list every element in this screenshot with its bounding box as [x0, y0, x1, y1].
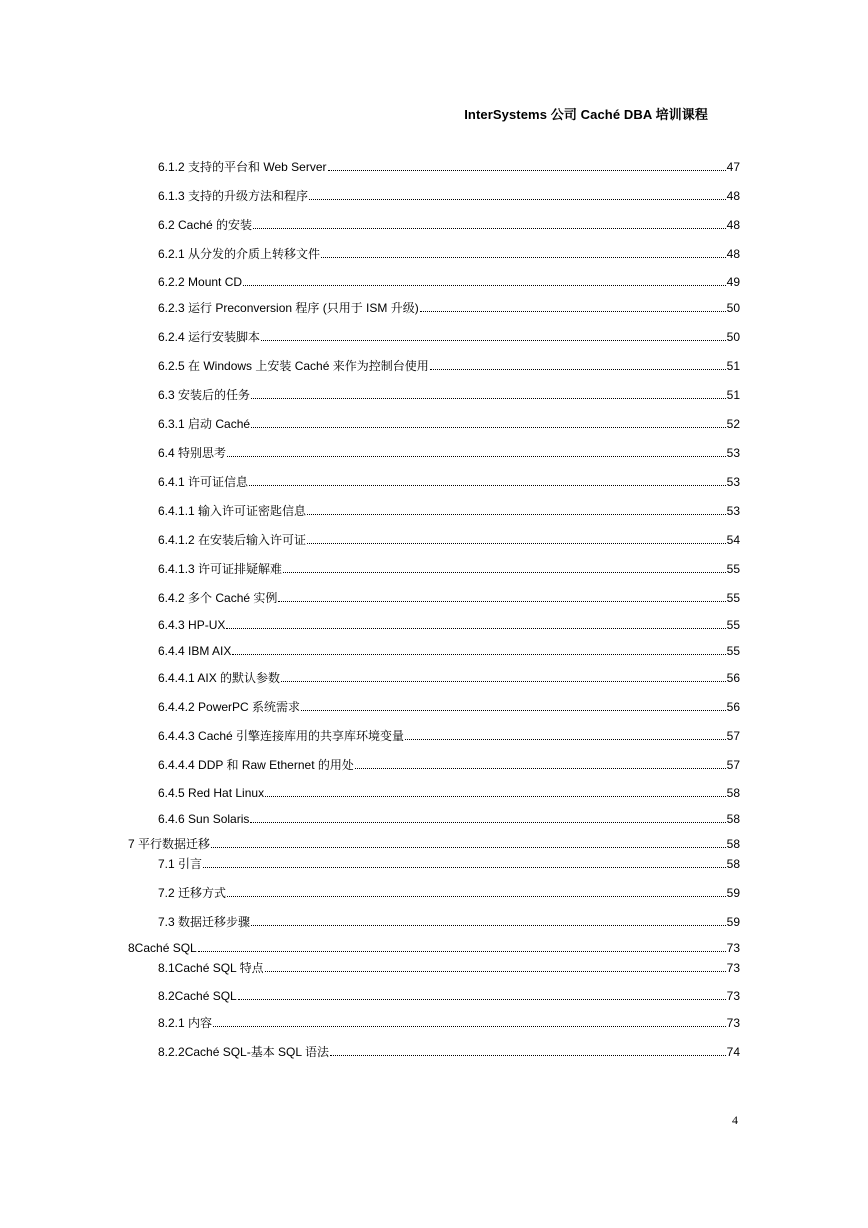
dot-leader: [420, 311, 726, 312]
toc-entry[interactable]: [158, 297, 740, 315]
toc-entry-page: 48: [726, 189, 740, 203]
toc-entry-page: 55: [726, 644, 740, 658]
toc-entry-page: 57: [726, 729, 740, 743]
toc-entry-page: 73: [726, 989, 740, 1003]
toc-entry-page: 58: [726, 786, 740, 800]
toc-entry[interactable]: [158, 725, 740, 743]
toc-entry-page: 58: [726, 812, 740, 826]
toc-entry-page: 73: [726, 961, 740, 975]
toc-entry-label: 6.1.2 支持的平台和 Web Server: [158, 160, 327, 174]
toc-entry-label: 6.4.5 Red Hat Linux: [158, 786, 265, 800]
dot-leader: [330, 1055, 726, 1056]
page-header-title: InterSystems 公司 Caché DBA 培训课程: [464, 107, 708, 122]
dot-leader: [226, 628, 725, 629]
toc-entry-label: 6.4.1.1 输入许可证密匙信息: [158, 504, 307, 518]
dot-leader: [307, 514, 726, 515]
toc-entry-label: 7 平行数据迁移: [128, 837, 211, 851]
toc-entry[interactable]: [158, 985, 740, 1003]
dot-leader: [309, 199, 726, 200]
toc-entry-label: 6.4.2 多个 Caché 实例: [158, 591, 278, 605]
toc-entry-page: 74: [726, 1045, 740, 1059]
toc-entry[interactable]: [158, 529, 740, 547]
toc-entry-page: 53: [726, 446, 740, 460]
toc-entry[interactable]: [158, 471, 740, 489]
toc-entry-page: 58: [726, 837, 740, 851]
toc-entry[interactable]: [158, 882, 740, 900]
toc-entry-label: 6.4.3 HP-UX: [158, 618, 226, 632]
dot-leader: [198, 951, 726, 952]
dot-leader: [251, 925, 726, 926]
toc-entry-label: 8.1Caché SQL 特点: [158, 961, 264, 975]
dot-leader: [307, 543, 726, 544]
toc-entry-page: 55: [726, 618, 740, 632]
toc-entry-label: 6.4.1.3 许可证排疑解难: [158, 562, 283, 576]
dot-leader: [265, 971, 726, 972]
dot-leader: [251, 398, 726, 399]
toc-entry[interactable]: [158, 558, 740, 576]
toc-entry-page: 49: [726, 275, 740, 289]
toc-entry-label: 6.3 安装后的任务: [158, 388, 251, 402]
toc-entry[interactable]: [158, 1041, 740, 1059]
toc-entry-label: 6.4.1 许可证信息: [158, 475, 249, 489]
toc-entry[interactable]: [158, 614, 740, 632]
toc-entry-page: 53: [726, 475, 740, 489]
toc-entry[interactable]: [158, 355, 740, 373]
toc-entry-page: 54: [726, 533, 740, 547]
dot-leader: [238, 999, 726, 1000]
toc-entry-label: 8.2.2Caché SQL-基本 SQL 语法: [158, 1045, 329, 1059]
dot-leader: [328, 170, 726, 171]
toc-entry-page: 48: [726, 218, 740, 232]
toc-entry-label: 8Caché SQL: [128, 941, 197, 955]
page-number: 4: [732, 1113, 738, 1127]
toc-entry[interactable]: [158, 243, 740, 261]
dot-leader: [249, 485, 726, 486]
dot-leader: [405, 739, 726, 740]
dot-leader: [250, 822, 725, 823]
toc-entry-label: 6.2 Caché 的安装: [158, 218, 253, 232]
toc-entry-label: 6.4.4 IBM AIX: [158, 644, 232, 658]
toc-entry[interactable]: [158, 1012, 740, 1030]
toc-entry[interactable]: [158, 911, 740, 929]
toc-entry-page: 47: [726, 160, 740, 174]
toc-entry[interactable]: [158, 185, 740, 203]
toc-entry[interactable]: [158, 500, 740, 518]
dot-leader: [281, 681, 726, 682]
toc-entry[interactable]: [158, 384, 740, 402]
toc-entry-page: 55: [726, 591, 740, 605]
toc-entry-page: 53: [726, 504, 740, 518]
toc-entry[interactable]: [128, 833, 740, 851]
toc-entry-label: 6.4.6 Sun Solaris: [158, 812, 250, 826]
toc-entry[interactable]: [158, 271, 740, 289]
dot-leader: [251, 427, 726, 428]
dot-leader: [253, 228, 726, 229]
toc-entry[interactable]: [158, 326, 740, 344]
dot-leader: [283, 572, 726, 573]
toc-entry-label: 6.2.2 Mount CD: [158, 275, 243, 289]
dot-leader: [278, 601, 725, 602]
toc-entry[interactable]: [158, 214, 740, 232]
dot-leader: [301, 710, 726, 711]
dot-leader: [232, 654, 725, 655]
dot-leader: [213, 1026, 726, 1027]
toc-entry-page: 56: [726, 671, 740, 685]
toc-entry-page: 50: [726, 301, 740, 315]
toc-entry-label: 8.2Caché SQL: [158, 989, 237, 1003]
toc-entry[interactable]: [158, 587, 740, 605]
toc-entry-label: 7.2 迁移方式: [158, 886, 227, 900]
toc-entry[interactable]: [128, 937, 740, 955]
toc-entry[interactable]: [158, 156, 740, 174]
toc-entry[interactable]: [158, 413, 740, 431]
toc-entry-label: 6.4.4.3 Caché 引擎连接库用的共享库环境变量: [158, 729, 405, 743]
dot-leader: [227, 456, 726, 457]
toc-entry-page: 51: [726, 359, 740, 373]
dot-leader: [211, 847, 726, 848]
toc-entry[interactable]: [158, 640, 740, 658]
toc-entry-label: 6.3.1 启动 Caché: [158, 417, 251, 431]
dot-leader: [227, 896, 726, 897]
dot-leader: [243, 285, 726, 286]
toc-entry-page: 73: [726, 941, 740, 955]
toc-entry[interactable]: [158, 782, 740, 800]
dot-leader: [321, 257, 726, 258]
toc-entry-page: 59: [726, 915, 740, 929]
toc-entry-label: 6.2.4 运行安装脚本: [158, 330, 261, 344]
dot-leader: [355, 768, 726, 769]
toc-entry-label: 7.3 数据迁移步骤: [158, 915, 251, 929]
toc-entry-page: 52: [726, 417, 740, 431]
dot-leader: [430, 369, 726, 370]
toc-entry-page: 56: [726, 700, 740, 714]
toc-entry[interactable]: [158, 957, 740, 975]
toc-entry[interactable]: [158, 754, 740, 772]
toc-entry-label: 6.2.5 在 Windows 上安装 Caché 来作为控制台使用: [158, 359, 429, 373]
toc-entry[interactable]: [158, 442, 740, 460]
toc-entry-label: 6.4.1.2 在安装后输入许可证: [158, 533, 307, 547]
toc-entry-page: 73: [726, 1016, 740, 1030]
toc-entry-label: 8.2.1 内容: [158, 1016, 213, 1030]
toc-entry-label: 6.4.4.1 AIX 的默认参数: [158, 671, 281, 685]
toc-entry-page: 51: [726, 388, 740, 402]
toc-entry-label: 6.4 特别思考: [158, 446, 227, 460]
dot-leader: [203, 867, 726, 868]
toc-entry-page: 48: [726, 247, 740, 261]
toc-entry[interactable]: [158, 696, 740, 714]
toc-entry-label: 6.1.3 支持的升级方法和程序: [158, 189, 309, 203]
toc-entry-page: 59: [726, 886, 740, 900]
toc-entry-page: 57: [726, 758, 740, 772]
toc-entry-label: 6.2.3 运行 Preconversion 程序 (只用于 ISM 升级): [158, 301, 419, 315]
toc-entry-label: 6.4.4.2 PowerPC 系统需求: [158, 700, 301, 714]
toc-entry-page: 55: [726, 562, 740, 576]
toc-entry-page: 58: [726, 857, 740, 871]
toc-entry-label: 6.2.1 从分发的介质上转移文件: [158, 247, 321, 261]
toc-entry[interactable]: [158, 808, 740, 826]
toc-entry-label: 6.4.4.4 DDP 和 Raw Ethernet 的用处: [158, 758, 354, 772]
dot-leader: [261, 340, 726, 341]
toc-entry-label: 7.1 引言: [158, 857, 203, 871]
dot-leader: [265, 796, 726, 797]
toc-entry[interactable]: [158, 853, 740, 871]
toc-entry-page: 50: [726, 330, 740, 344]
toc-entry[interactable]: [158, 667, 740, 685]
